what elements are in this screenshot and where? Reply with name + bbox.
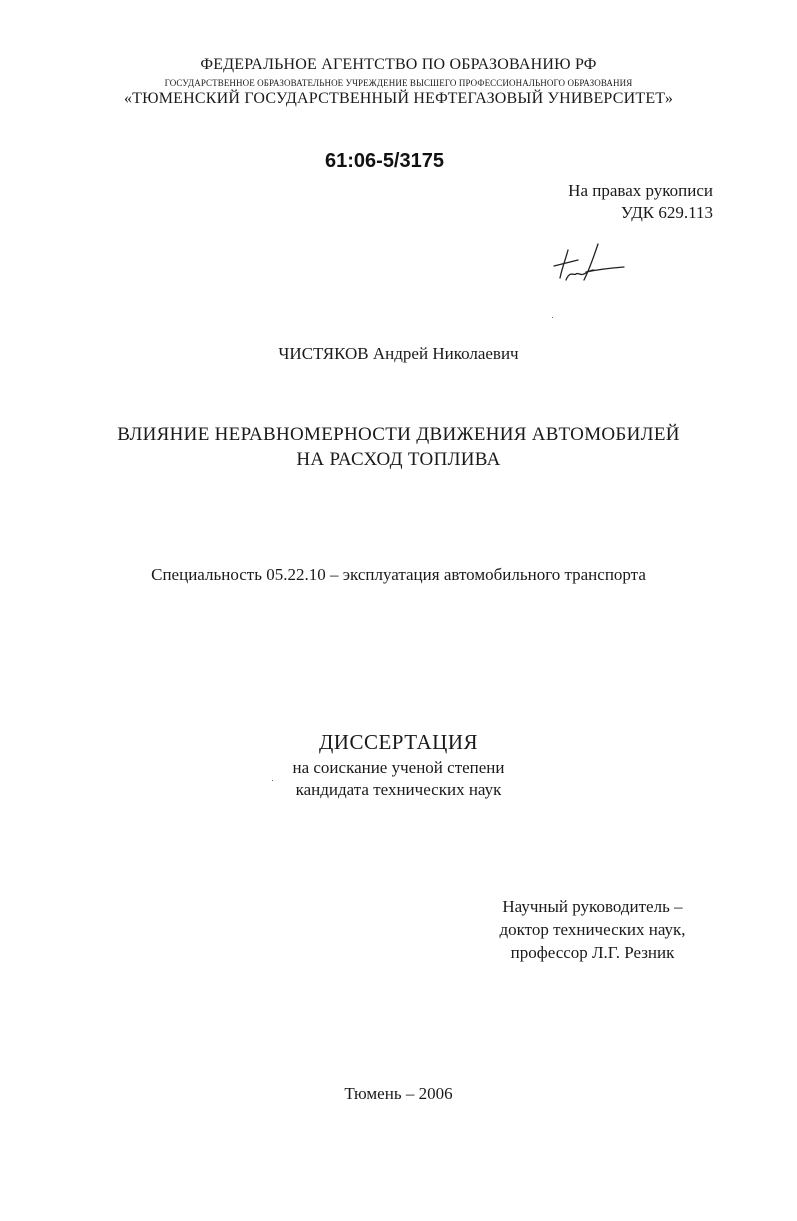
- place-and-year: Тюмень – 2006: [344, 1084, 453, 1103]
- agency-name: ФЕДЕРАЛЬНОЕ АГЕНТСТВО ПО ОБРАЗОВАНИЮ РФ: [200, 56, 597, 73]
- degree-line-1: на соискание ученой степени: [292, 758, 505, 777]
- thesis-title-line-2: НА РАСХОД ТОПЛИВА: [296, 449, 501, 470]
- author-name: ЧИСТЯКОВ Андрей Николаевич: [278, 344, 519, 363]
- university-name: «ТЮМЕНСКИЙ ГОСУДАРСТВЕННЫЙ НЕФТЕГАЗОВЫЙ УНИВЕРСИТЕТ»: [123, 90, 674, 107]
- institution-type: ГОСУДАРСТВЕННОЕ ОБРАЗОВАТЕЛЬНОЕ УЧРЕЖДЕНИЕ ВЫСШЕГО ПРОФЕССИОНАЛЬНОГО ОБРАЗОВАНИЯ: [164, 78, 633, 88]
- document-type-heading: ДИССЕРТАЦИЯ: [318, 730, 479, 754]
- signature-icon: [548, 240, 628, 290]
- supervisor-degree: доктор технических наук,: [499, 920, 686, 939]
- scan-speck: [552, 317, 553, 318]
- supervisor-name: профессор Л.Г. Резник: [510, 943, 675, 962]
- catalog-code: 61:06-5/3175: [325, 150, 444, 172]
- degree-line-2: кандидата технических наук: [295, 780, 502, 799]
- specialty: Специальность 05.22.10 – эксплуатация автомобильного транспорта: [151, 565, 646, 584]
- udk-code: УДК 629.113: [620, 203, 713, 222]
- manuscript-rights: На правах рукописи: [568, 181, 713, 200]
- thesis-title-line-1: ВЛИЯНИЕ НЕРАВНОМЕРНОСТИ ДВИЖЕНИЯ АВТОМОБИЛЕЙ: [117, 424, 680, 445]
- supervisor-role: Научный руководитель –: [502, 897, 683, 916]
